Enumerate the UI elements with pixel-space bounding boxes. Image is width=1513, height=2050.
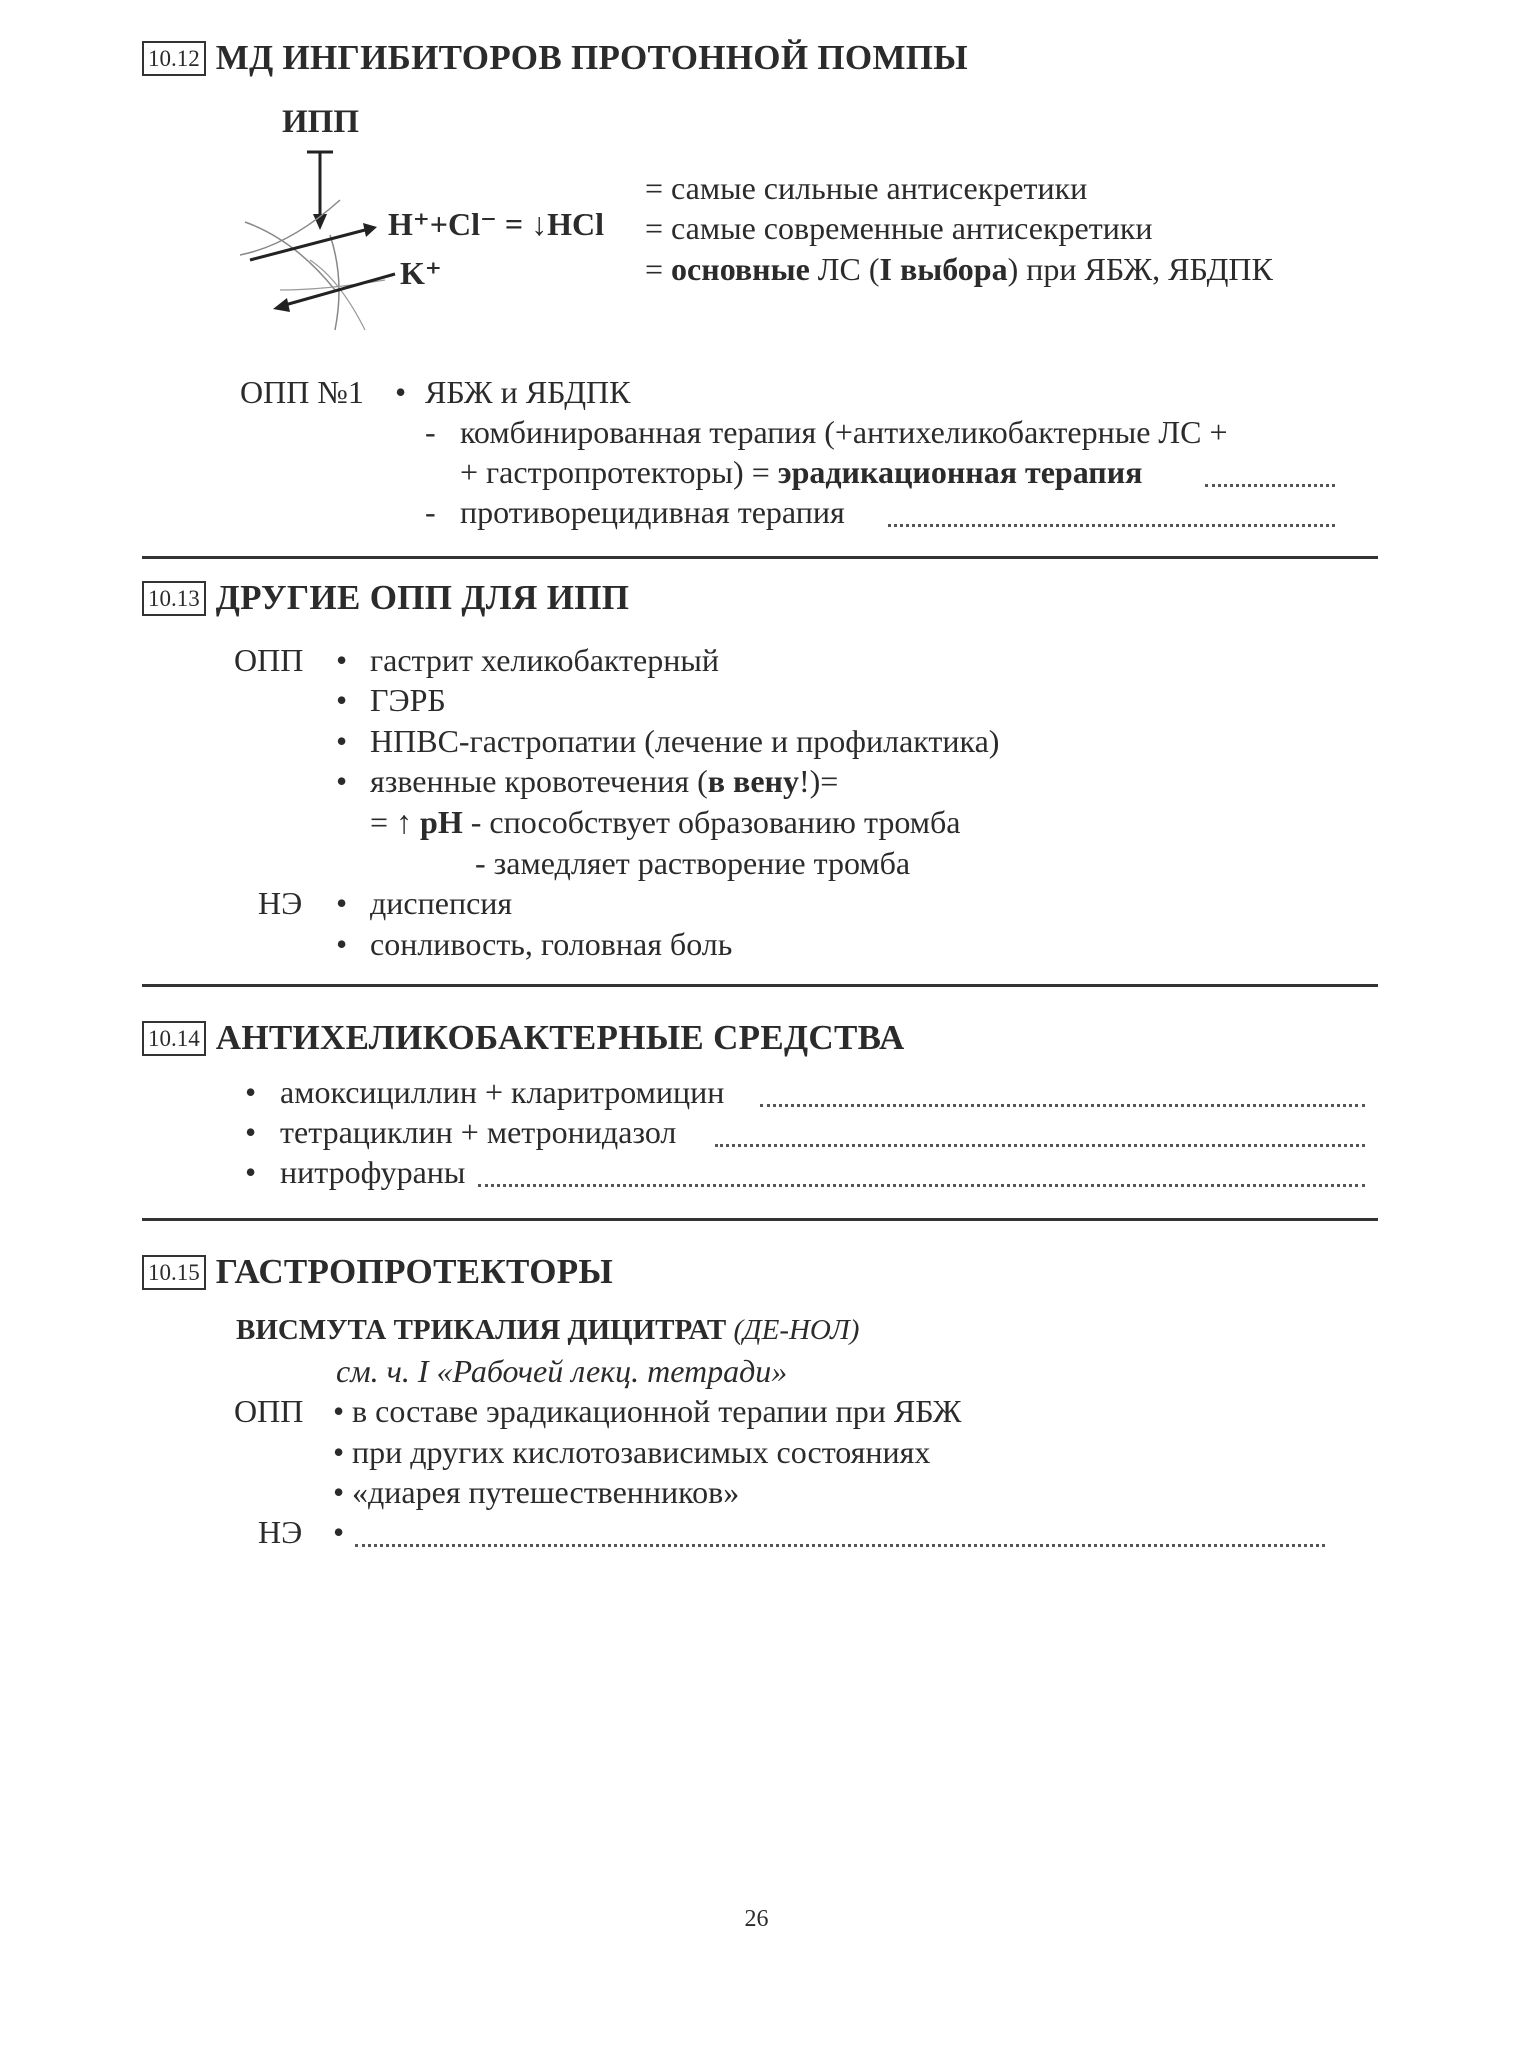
text: ) при ЯБЖ, ЯБДПК <box>1007 251 1273 287</box>
bullet: • <box>336 763 348 799</box>
list-item: сонливость, головная боль <box>370 926 733 962</box>
section-divider <box>142 1218 1378 1221</box>
bullet: • <box>333 1474 345 1510</box>
text-bold: pH <box>412 804 463 840</box>
text: ЛС ( <box>809 251 880 287</box>
up-arrow-icon: ↑ <box>396 804 413 840</box>
section-10-15-header <box>142 1252 613 1292</box>
bullet: • <box>333 1434 345 1470</box>
list-item: гастрит хеликобактерный <box>370 642 719 678</box>
dotted-leader <box>888 524 1335 527</box>
k-ion: K⁺ <box>400 255 442 291</box>
list-item: диспепсия <box>370 885 513 921</box>
ne-label: НЭ <box>258 1514 303 1550</box>
list-item: при других кислотозависимых состояниях <box>352 1434 931 1470</box>
ipp-label: ИПП <box>282 104 360 140</box>
sub-item: комбинированная терапия (+антихеликобактерные ЛС + <box>460 414 1228 450</box>
opp-item: ЯБЖ и ЯБДПК <box>425 374 631 410</box>
bullet: • <box>336 682 348 718</box>
bullet: • <box>395 374 407 410</box>
section-10-13-header <box>142 578 629 618</box>
bullet: • <box>336 723 348 759</box>
reference-note: см. ч. I «Рабочей лекц. тетради» <box>336 1353 788 1389</box>
section-title: МД ИНГИБИТОРОВ ПРОТОННОЙ ПОМПЫ <box>215 38 968 77</box>
bullet: • <box>336 642 348 678</box>
text-bold: I выбора <box>879 251 1008 287</box>
sub-item-continued <box>460 452 1142 492</box>
section-title: АНТИХЕЛИКОБАКТЕРНЫЕ СРЕДСТВА <box>215 1018 905 1057</box>
h-cl-equation <box>388 205 604 243</box>
dash: - <box>425 414 436 450</box>
h-ion: H⁺ <box>388 206 430 242</box>
list-item: «диарея путешественников» <box>352 1474 740 1510</box>
section-number: 10.14 <box>142 1021 206 1056</box>
ph-line <box>370 802 960 842</box>
text: язвенные кровотечения ( <box>370 763 708 799</box>
list-item: тетрациклин + метронидазол <box>280 1114 677 1150</box>
ne-label: НЭ <box>258 885 303 921</box>
text-bold: в вену <box>707 763 799 799</box>
list-item <box>370 761 838 801</box>
bullet: • <box>245 1074 257 1110</box>
page-number: 26 <box>744 1906 769 1932</box>
section-divider <box>142 984 1378 987</box>
text: = <box>370 804 397 840</box>
list-item: нитрофураны <box>280 1154 466 1190</box>
opp-label: ОПП №1 <box>240 374 364 410</box>
text: = <box>645 251 672 287</box>
text: !)= <box>798 763 839 799</box>
dotted-leader <box>355 1544 1325 1547</box>
bullet: • <box>245 1154 257 1190</box>
list-item: амоксициллин + кларитромицин <box>280 1074 725 1110</box>
property-line <box>645 249 1273 289</box>
bullet: • <box>336 926 348 962</box>
list-item: ГЭРБ <box>370 682 446 718</box>
section-divider <box>142 556 1378 559</box>
bullet: • <box>245 1114 257 1150</box>
text-bold: основные <box>671 251 810 287</box>
equation-rest: +Cl⁻ = ↓HCl <box>429 206 605 242</box>
dotted-leader <box>715 1144 1365 1147</box>
sub-item: противорецидивная терапия <box>460 494 845 530</box>
section-10-14-header <box>142 1018 905 1058</box>
property-line: = самые сильные антисекретики <box>645 170 1088 206</box>
property-line: = самые современные антисекретики <box>645 210 1153 246</box>
list-item: НПВС-гастропатии (лечение и профилактика) <box>370 723 1000 759</box>
text-italic: (ДЕ-НОЛ) <box>733 1314 860 1346</box>
text: + гастропротекторы) = <box>460 454 778 490</box>
dotted-leader <box>760 1104 1365 1107</box>
section-title: ГАСТРОПРОТЕКТОРЫ <box>215 1252 614 1291</box>
dotted-leader <box>478 1184 1365 1187</box>
section-number: 10.13 <box>142 581 206 616</box>
opp-label: ОПП <box>234 642 304 678</box>
dash: - <box>425 494 436 530</box>
section-number: 10.12 <box>142 41 206 76</box>
section-number: 10.15 <box>142 1255 206 1290</box>
section-10-12-header <box>142 38 968 78</box>
opp-label: ОПП <box>234 1393 304 1429</box>
drug-name <box>236 1310 859 1350</box>
ph-line: - замедляет растворение тромба <box>475 845 911 881</box>
section-title: ДРУГИЕ ОПП ДЛЯ ИПП <box>215 578 630 617</box>
bullet: • <box>333 1393 345 1429</box>
dotted-leader <box>1205 484 1335 487</box>
text: - способствует образованию тромба <box>462 804 961 840</box>
text-bold: эрадикационная терапия <box>777 454 1143 490</box>
bullet: • <box>333 1514 345 1550</box>
list-item: в составе эрадикационной терапии при ЯБЖ <box>352 1393 962 1429</box>
bullet: • <box>336 885 348 921</box>
text-bold: ВИСМУТА ТРИКАЛИЯ ДИЦИТРАТ <box>236 1314 727 1346</box>
